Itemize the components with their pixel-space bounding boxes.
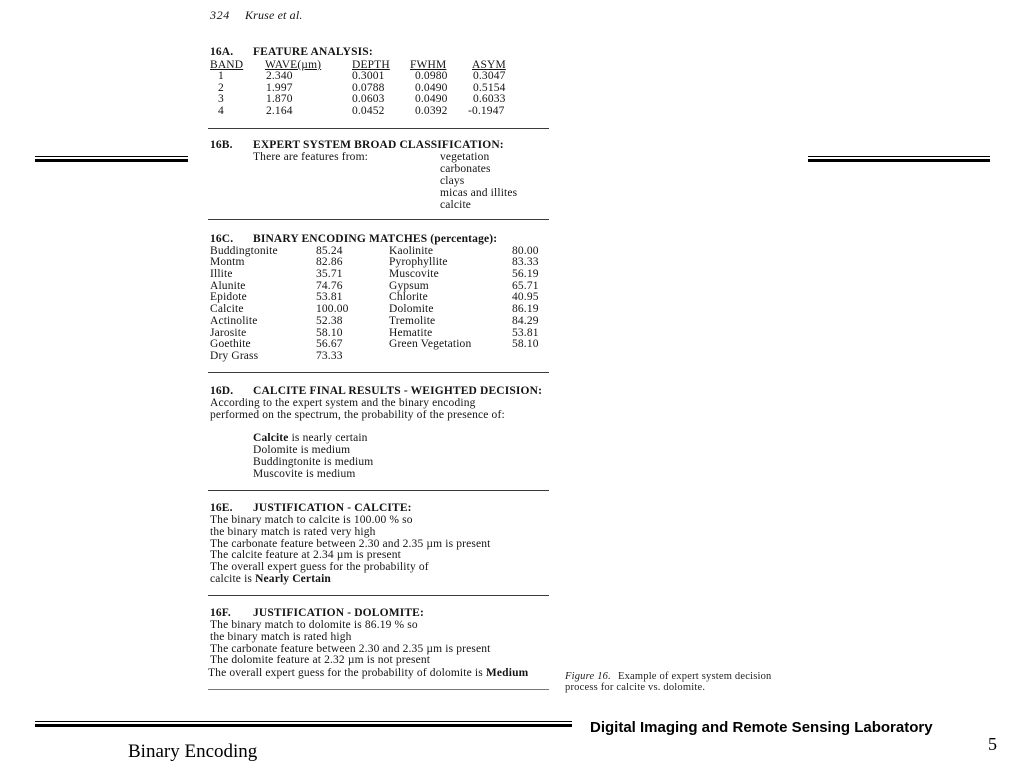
mineral-name: Alunite (210, 280, 246, 292)
caption-label: Figure 16. (565, 671, 611, 682)
section-title: FEATURE ANALYSIS: (253, 46, 373, 58)
match-value: 86.19 (512, 303, 539, 315)
depth-cell: 0.3001 (352, 70, 385, 82)
footer-title: Binary Encoding (128, 741, 258, 762)
fwhm-cell: 0.0490 (415, 82, 448, 94)
match-value: 74.76 (316, 280, 343, 292)
section-divider (208, 595, 549, 596)
text-line: According to the expert system and the binary encoding (210, 397, 476, 409)
text-line: the binary match is rated very high (210, 526, 376, 538)
caption-text: Example of expert system decision (617, 671, 772, 682)
mineral-name: Buddingtonite (210, 245, 278, 257)
top-left-divider (35, 156, 188, 162)
match-value: 56.19 (512, 268, 539, 280)
mineral-name: Epidote (210, 291, 247, 303)
match-value: 52.38 (316, 315, 343, 327)
match-value: 80.00 (512, 245, 539, 257)
result-mineral: Calcite (253, 432, 289, 444)
conclusion-line (208, 666, 528, 680)
match-value: 83.33 (512, 256, 539, 268)
caption-line: process for calcite vs. dolomite. (565, 682, 706, 693)
asym-cell: 0.6033 (473, 93, 506, 105)
scan-page-number: 324 (210, 8, 230, 22)
match-value: 65.71 (512, 280, 539, 292)
mineral-name: Calcite (210, 303, 244, 315)
column-header-asym: ASYM (472, 59, 506, 71)
wave-cell: 2.340 (266, 70, 293, 82)
text-line: The dolomite feature at 2.32 µm is not present (210, 654, 431, 666)
mineral-name: Green Vegetation (389, 338, 472, 350)
section-title: JUSTIFICATION - DOLOMITE: (253, 607, 424, 619)
section-number: 16C. (210, 233, 234, 245)
mineral-name: Jarosite (210, 327, 247, 339)
wave-cell: 1.870 (266, 93, 293, 105)
feature-item: calcite (440, 199, 472, 211)
section-divider (208, 372, 549, 373)
top-right-divider (808, 156, 990, 162)
section-number: 16D. (210, 385, 234, 397)
match-value: 53.81 (512, 327, 539, 339)
text-line: performed on the spectrum, the probability of the presence of: (210, 409, 505, 421)
match-value: 56.67 (316, 338, 343, 350)
section-number: 16B. (210, 139, 233, 151)
match-value: 53.81 (316, 291, 343, 303)
slide-number: 5 (988, 734, 997, 754)
mineral-name: Chlorite (389, 291, 428, 303)
fwhm-cell: 0.0392 (415, 105, 448, 117)
section-title: EXPERT SYSTEM BROAD CLASSIFICATION: (253, 139, 504, 151)
match-value: 58.10 (512, 338, 539, 350)
section-title: JUSTIFICATION - CALCITE: (253, 502, 412, 514)
mineral-name: Dry Grass (210, 350, 259, 362)
section-divider (208, 490, 549, 491)
feature-item: carbonates (440, 163, 491, 175)
features-intro: There are features from: (253, 151, 369, 163)
asym-cell: -0.1947 (468, 105, 505, 117)
column-header-band: BAND (210, 59, 244, 71)
wave-cell: 1.997 (266, 82, 293, 94)
feature-item: clays (440, 175, 465, 187)
text-line: The carbonate feature between 2.30 and 2.35 µm is present (210, 643, 491, 655)
text-line: The carbonate feature between 2.30 and 2.35 µm is present (210, 538, 491, 550)
section-divider (208, 128, 549, 129)
asym-cell: 0.5154 (473, 82, 506, 94)
scan-running-head: Kruse et al. (245, 8, 303, 22)
match-value: 84.29 (512, 315, 539, 327)
section-divider (208, 219, 549, 220)
mineral-name: Hematite (389, 327, 433, 339)
mineral-name: Montm (210, 256, 245, 268)
match-value: 73.33 (316, 350, 343, 362)
fwhm-cell: 0.0490 (415, 93, 448, 105)
section-number: 16E. (210, 502, 233, 514)
mineral-name: Gypsum (389, 280, 429, 292)
text-line: the binary match is rated high (210, 631, 352, 643)
mineral-name: Actinolite (210, 315, 258, 327)
band-cell: 4 (218, 105, 224, 117)
mineral-name: Dolomite (389, 303, 434, 315)
depth-cell: 0.0788 (352, 82, 385, 94)
depth-cell: 0.0603 (352, 93, 385, 105)
bottom-divider (35, 721, 572, 727)
match-value: 100.00 (316, 303, 349, 315)
column-header-fwhm: FWHM (410, 59, 447, 71)
result-line: Dolomite is medium (253, 444, 351, 456)
text-line: The binary match to dolomite is 86.19 % so (210, 619, 418, 631)
mineral-name: Goethite (210, 338, 251, 350)
section-title: BINARY ENCODING MATCHES (percentage): (253, 233, 498, 245)
wave-cell: 2.164 (266, 105, 293, 117)
feature-item: vegetation (440, 151, 490, 163)
conclusion-rating: Medium (485, 667, 529, 679)
fwhm-cell: 0.0980 (415, 70, 448, 82)
band-cell: 3 (218, 93, 224, 105)
depth-cell: 0.0452 (352, 105, 385, 117)
feature-item: micas and illites (440, 187, 518, 199)
column-header-wave: WAVE(µm) (265, 59, 322, 71)
result-rating: is nearly certain (291, 432, 368, 444)
match-value: 85.24 (316, 245, 343, 257)
column-header-depth: DEPTH (352, 59, 390, 71)
section-title: CALCITE FINAL RESULTS - WEIGHTED DECISION: (253, 385, 543, 397)
match-value: 82.86 (316, 256, 343, 268)
conclusion-prefix: calcite is (210, 573, 253, 585)
text-line: The overall expert guess for the probability of (210, 561, 429, 573)
result-line: Muscovite is medium (253, 468, 356, 480)
mineral-name: Tremolite (389, 315, 436, 327)
mineral-name: Kaolinite (389, 245, 434, 257)
lab-name: Digital Imaging and Remote Sensing Laboratory (590, 719, 933, 736)
section-number: 16F. (210, 607, 231, 619)
section-divider (208, 689, 549, 690)
mineral-name: Illite (210, 268, 233, 280)
conclusion-line (210, 572, 331, 586)
result-line: Buddingtonite is medium (253, 456, 374, 468)
mineral-name: Pyrophyllite (389, 256, 448, 268)
band-cell: 2 (218, 82, 224, 94)
match-value: 40.95 (512, 291, 539, 303)
text-line: The binary match to calcite is 100.00 % so (210, 514, 413, 526)
section-number: 16A. (210, 46, 234, 58)
conclusion-rating: Nearly Certain (255, 573, 331, 585)
band-cell: 1 (218, 70, 224, 82)
match-value: 58.10 (316, 327, 343, 339)
mineral-name: Muscovite (389, 268, 439, 280)
text-line: The calcite feature at 2.34 µm is present (210, 549, 401, 561)
asym-cell: 0.3047 (473, 70, 506, 82)
conclusion-prefix: The overall expert guess for the probability of dolomite is (208, 667, 483, 679)
match-value: 35.71 (316, 268, 343, 280)
